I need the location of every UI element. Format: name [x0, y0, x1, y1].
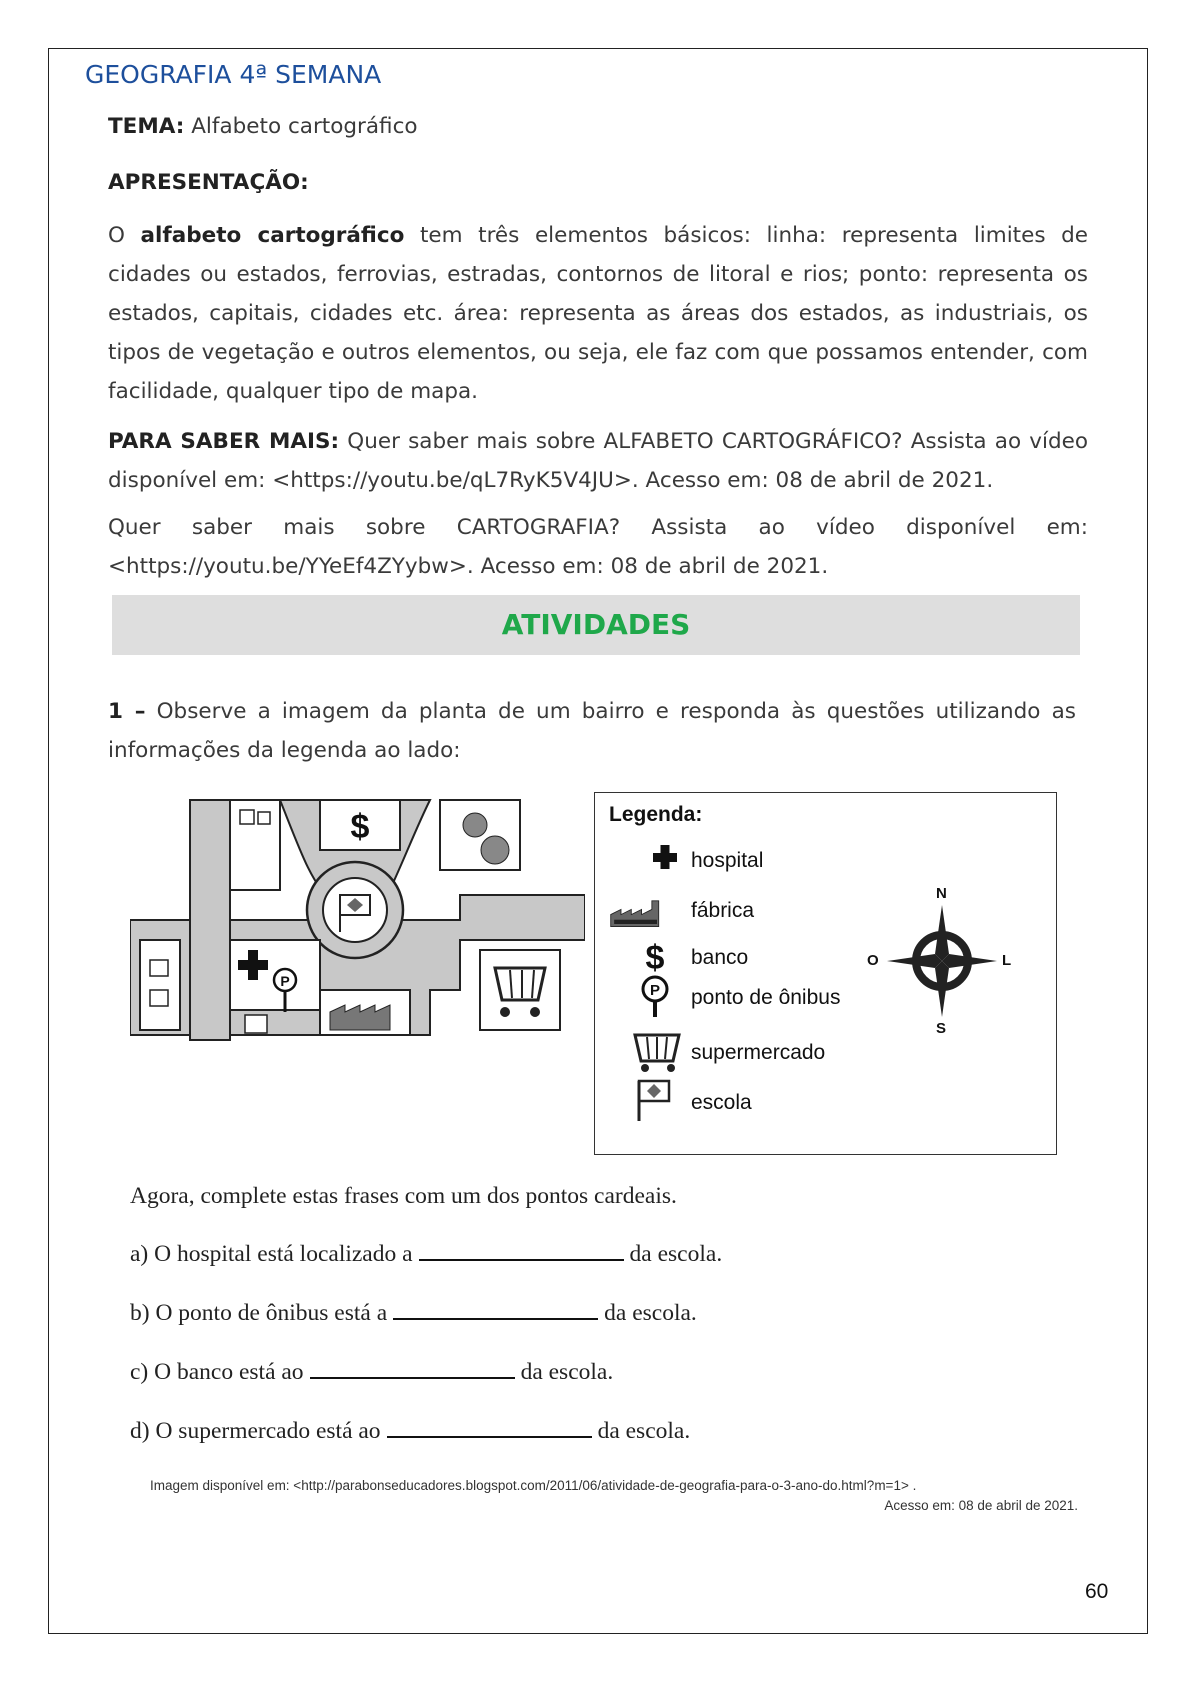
- apresentacao-heading: APRESENTAÇÃO:: [108, 170, 309, 195]
- legend-label-bank: banco: [691, 946, 749, 969]
- source-line-1: Imagem disponível em: <http://parabonseducadores.blogspot.com/2011/06/atividade-de-geografia-para-o-3-ano-do.html?m=1> .: [150, 1478, 917, 1493]
- legend-label-bus-stop: ponto de ônibus: [691, 986, 841, 1009]
- exercise-item-d: [130, 1418, 690, 1445]
- source-line-2: Acesso em: 08 de abril de 2021.: [884, 1498, 1078, 1513]
- question-text: Observe a imagem da planta de um bairro e responda às questões utilizando as informações da legenda ao lado:: [108, 699, 1076, 763]
- page-number: 60: [1085, 1580, 1109, 1603]
- compass-l: L: [1002, 952, 1012, 969]
- apresentacao-paragraph: [108, 216, 1088, 411]
- exercise-item-c-text: c) O banco está ao: [130, 1359, 304, 1385]
- legend-label-hospital: hospital: [691, 849, 764, 872]
- exercise-item-a-suffix: da escola.: [629, 1241, 723, 1267]
- exercise-intro: Agora, complete estas frases com um dos pontos cardeais.: [130, 1183, 677, 1209]
- atividades-title: ATIVIDADES: [501, 608, 691, 641]
- exercise-item-a: [130, 1241, 722, 1268]
- svg-text:$: $: [350, 808, 370, 846]
- legend-label-factory: fábrica: [691, 899, 755, 922]
- compass-n: N: [936, 885, 947, 902]
- tema-line: [108, 107, 1088, 146]
- exercise-item-c-suffix: da escola.: [520, 1359, 614, 1385]
- svg-text:P: P: [649, 982, 661, 999]
- bus-stop-icon: [625, 973, 685, 1019]
- exercise-item-d-text: d) O supermercado está ao: [130, 1418, 381, 1444]
- exercise-item-d-suffix: da escola.: [597, 1418, 691, 1444]
- question-number: 1 –: [108, 699, 146, 724]
- tema-value: Alfabeto cartográfico: [184, 114, 418, 139]
- compass-rose-icon: [867, 893, 1017, 1033]
- answer-blank-d[interactable]: [387, 1418, 592, 1438]
- shopping-cart-icon: [625, 1027, 685, 1073]
- exercise-item-b-text: b) O ponto de ônibus está a: [130, 1300, 388, 1326]
- legend-title: Legenda:: [609, 803, 703, 826]
- exercise-item-c: [130, 1359, 613, 1386]
- saber-mais-paragraph: [108, 422, 1088, 500]
- apresentacao-bold: alfabeto cartográfico: [140, 223, 405, 248]
- exercise-item-b: [130, 1300, 697, 1327]
- compass-s: S: [936, 1020, 947, 1037]
- cartografia-paragraph: Quer saber mais sobre CARTOGRAFIA? Assista ao vídeo disponível em: <https://youtu.be/YYeEf4ZYybw>. Acesso em: 08 de abril de 2021.: [108, 515, 1088, 579]
- page-header: GEOGRAFIA 4ª SEMANA: [85, 60, 382, 89]
- atividades-band: [112, 595, 1080, 655]
- map-legend: [594, 792, 1057, 1155]
- legend-label-supermarket: supermercado: [691, 1041, 826, 1064]
- tema-label: TEMA:: [108, 114, 185, 139]
- answer-blank-b[interactable]: [393, 1300, 598, 1320]
- school-flag-icon: [625, 1077, 685, 1123]
- svg-text:P: P: [280, 973, 290, 989]
- hospital-cross-icon: [625, 839, 685, 885]
- factory-icon: [609, 889, 669, 935]
- exercise-item-a-text: a) O hospital está localizado a: [130, 1241, 413, 1267]
- apresentacao-lead: O: [108, 223, 141, 248]
- exercise-item-b-suffix: da escola.: [604, 1300, 697, 1326]
- saber-mais-text: Quer saber mais sobre ALFABETO CARTOGRÁFICO? Assista ao vídeo disponível em: <https://youtu.be/qL7RyK5V4JU>. Acesso em: 08 de abril de 2021.: [108, 429, 1088, 493]
- apresentacao-text: tem três elementos básicos: linha: representa limites de cidades ou estados, ferrovias, estradas, contornos de litoral e rios; ponto: representa os estados, capitais, cidades etc. área: representa as áreas dos estados, as industriais, os tipos de vegetação e outros elementos, ou seja, ele faz com que possamos entender, com facilidade, qualquer tipo de mapa.: [108, 223, 1088, 404]
- legend-label-school: escola: [691, 1091, 752, 1114]
- neighborhood-map: [130, 790, 585, 1055]
- answer-blank-a[interactable]: [419, 1241, 624, 1261]
- answer-blank-c[interactable]: [310, 1359, 515, 1379]
- compass-o: O: [867, 952, 879, 969]
- svg-text:$: $: [645, 939, 665, 977]
- question-1: [108, 692, 1076, 770]
- saber-mais-label: PARA SABER MAIS:: [108, 429, 340, 454]
